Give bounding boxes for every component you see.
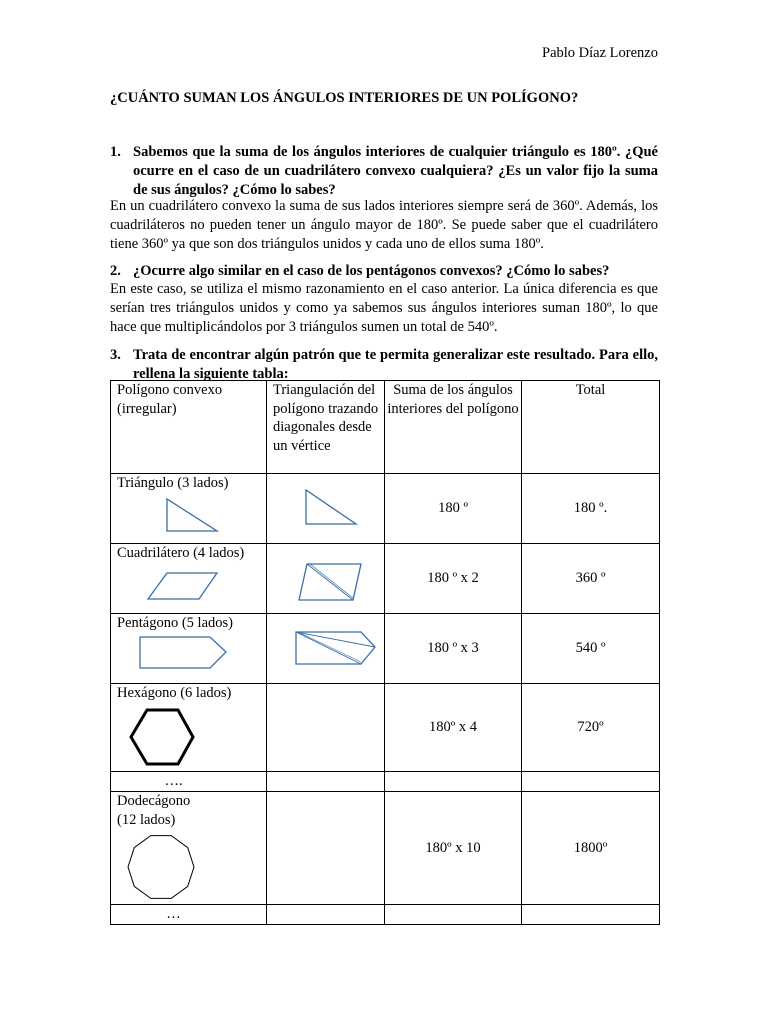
answer-2: En este caso, se utiliza el mismo razonamiento en el caso anterior. La única diferencia es que serían tres triángulos unidos y como ya sabemos sus ángulos interiores suman 180º, lo que hace que multiplicándolos por 3 triángulos sumen un total de 540º. bbox=[110, 281, 658, 335]
pentagon-shape bbox=[117, 633, 267, 679]
polygon-label: Dodecágono bbox=[117, 793, 191, 809]
polygon-cell bbox=[111, 614, 267, 684]
sum-cell: 180 º bbox=[385, 474, 522, 544]
question-2 bbox=[110, 262, 658, 281]
question-number: 2. bbox=[110, 263, 121, 279]
table-row bbox=[111, 792, 660, 905]
header-cell-sum: Suma de los ángulos interiores del polígono bbox=[385, 381, 522, 474]
triangulation-cell bbox=[267, 474, 385, 544]
polygon-cell: … bbox=[111, 905, 267, 925]
triangulation-cell bbox=[267, 792, 385, 905]
total-cell: 720º bbox=[522, 684, 660, 772]
question-text: Trata de encontrar algún patrón que te permita generalizar este resultado. Para ello, rellena la siguiente tabla: bbox=[133, 347, 658, 382]
dodecagon-shape bbox=[117, 829, 267, 901]
sum-cell: 180 º x 2 bbox=[385, 544, 522, 614]
polygon-cell: …. bbox=[111, 772, 267, 792]
sum-cell: 180 º x 3 bbox=[385, 614, 522, 684]
question-1 bbox=[110, 143, 658, 200]
triangulation-cell bbox=[267, 684, 385, 772]
hexagon-shape bbox=[117, 703, 267, 769]
total-cell bbox=[522, 772, 660, 792]
page-title: ¿CUÁNTO SUMAN LOS ÁNGULOS INTERIORES DE UN POLÍGONO? bbox=[110, 90, 579, 106]
polygon-table bbox=[110, 380, 660, 925]
total-cell: 180 º. bbox=[522, 474, 660, 544]
header-cell-triangulation: Triangulación del polígono trazando diagonales desde un vértice bbox=[267, 381, 385, 474]
pentagon-triangulation-shape bbox=[267, 614, 385, 683]
total-cell: 360 º bbox=[522, 544, 660, 614]
polygon-label: Hexágono (6 lados) bbox=[117, 685, 232, 701]
polygon-cell bbox=[111, 544, 267, 614]
quadrilateral-triangulation-shape bbox=[267, 544, 385, 613]
question-3 bbox=[110, 346, 658, 384]
table-row bbox=[111, 614, 660, 684]
polygon-label: Pentágono (5 lados) bbox=[117, 615, 233, 631]
total-cell: 1800º bbox=[522, 792, 660, 905]
sum-cell: 180º x 10 bbox=[385, 792, 522, 905]
triangulation-cell bbox=[267, 544, 385, 614]
total-cell bbox=[522, 905, 660, 925]
answer-1: En un cuadrilátero convexo la suma de sus lados interiores siempre será de 360º. Además, los cuadriláteros no pueden tener un ángulo mayor de 180º. Se puede saber que el cuadrilátero tiene 360º ya que son dos triángulos unidos y cada uno de ellos suma 180º. bbox=[110, 198, 658, 252]
triangulation-cell bbox=[267, 772, 385, 792]
table-row bbox=[111, 684, 660, 772]
header-cell-total: Total bbox=[522, 381, 660, 474]
sum-cell bbox=[385, 905, 522, 925]
table-row bbox=[111, 544, 660, 614]
polygon-cell bbox=[111, 792, 267, 905]
triangle-shape bbox=[117, 493, 267, 539]
sum-cell: 180º x 4 bbox=[385, 684, 522, 772]
table-row bbox=[111, 905, 660, 925]
question-text: Sabemos que la suma de los ángulos interiores de cualquier triángulo es 180º. ¿Qué ocurre en el caso de un cuadrilátero convexo cualquiera? ¿Es un valor fijo la suma de sus ángulos? ¿Cómo lo sabes? bbox=[133, 144, 658, 198]
polygon-cell bbox=[111, 474, 267, 544]
polygon-label: Triángulo (3 lados) bbox=[117, 475, 229, 491]
table-row bbox=[111, 474, 660, 544]
question-number: 1. bbox=[110, 144, 121, 160]
question-number: 3. bbox=[110, 347, 121, 363]
polygon-label-line2: (12 lados) bbox=[117, 811, 176, 828]
triangle-triangulation-shape bbox=[267, 474, 385, 543]
triangulation-cell bbox=[267, 614, 385, 684]
polygon-cell bbox=[111, 684, 267, 772]
triangulation-cell bbox=[267, 905, 385, 925]
table-row bbox=[111, 772, 660, 792]
sum-cell bbox=[385, 772, 522, 792]
header-cell-polygon: Polígono convexo (irregular) bbox=[111, 381, 267, 474]
quadrilateral-shape bbox=[117, 563, 267, 609]
polygon-label: Cuadrilátero (4 lados) bbox=[117, 545, 245, 561]
question-text: ¿Ocurre algo similar en el caso de los pentágonos convexos? ¿Cómo lo sabes? bbox=[133, 263, 610, 279]
author-name: Pablo Díaz Lorenzo bbox=[542, 45, 658, 61]
total-cell: 540 º bbox=[522, 614, 660, 684]
table-header-row bbox=[111, 381, 660, 474]
